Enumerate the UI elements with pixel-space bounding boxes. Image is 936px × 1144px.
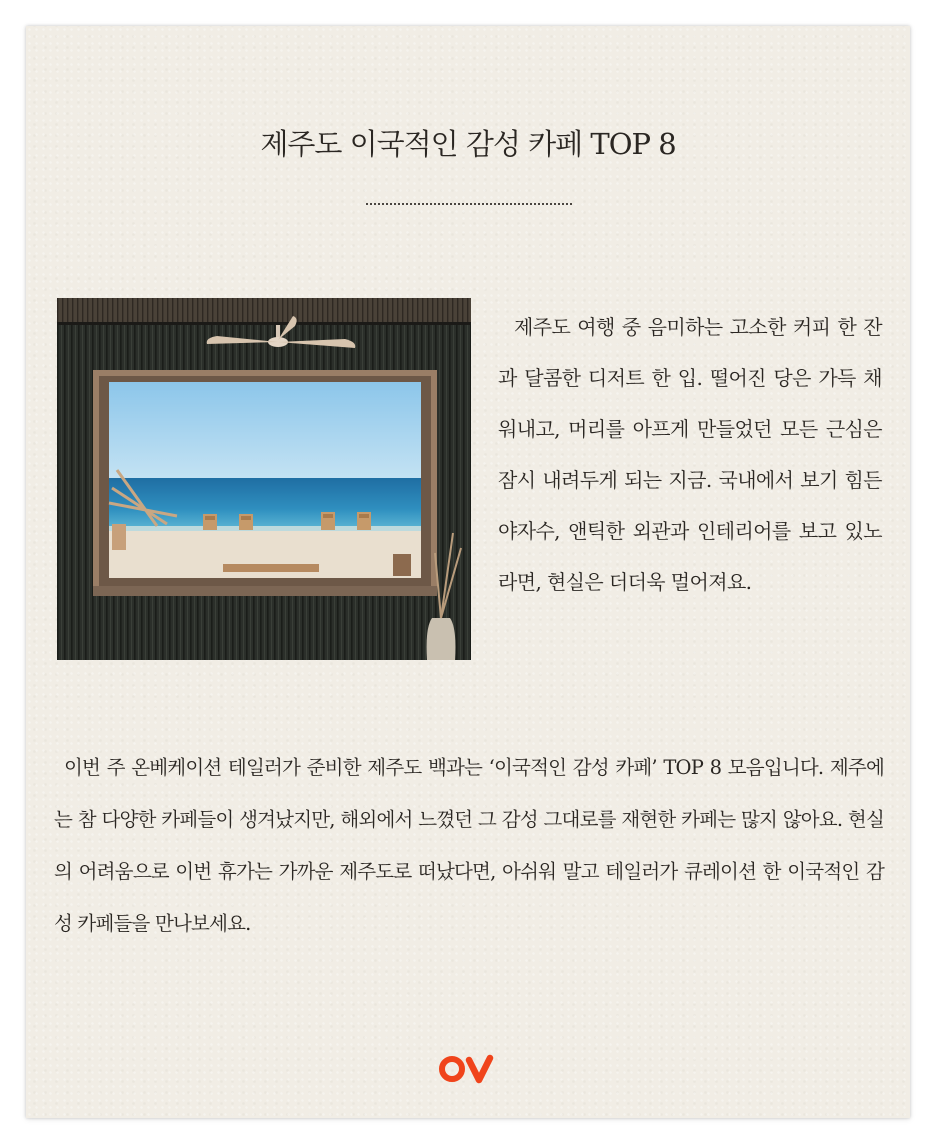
beach-cafe-window-photo: [57, 298, 471, 660]
dotted-divider: [366, 203, 572, 205]
brand-logo-icon: [438, 1052, 500, 1084]
body-paragraph: 이번 주 온베케이션 테일러가 준비한 제주도 백과는 ‘이국적인 감성 카페’ TOP 8 모음입니다. 제주에는 참 다양한 카페들이 생겨났지만, 해외에서 느꼈던 그 감성 그대로를 재현한 카페는 많지 않아요. 현실의 어려움으로 이번 휴가는 가까운 제주도로 떠났다면, 아쉬워 말고 테일러가 큐레이션 한 이국적인 감성 카페들을 만나보세요.: [54, 756, 884, 935]
page-title: 제주도 이국적인 감성 카페 TOP 8: [260, 127, 676, 161]
article-card: [26, 26, 910, 1118]
intro-paragraph: 제주도 여행 중 음미하는 고소한 커피 한 잔과 달콤한 디저트 한 입. 떨어진 당은 가득 채워내고, 머리를 아프게 만들었던 모든 근심은 잠시 내려두게 되는 지금. 국내에서 보기 힘든 야자수, 앤틱한 외관과 인테리어를 보고 있노라면, 현실은 더더욱 멀어져요.: [498, 315, 882, 594]
